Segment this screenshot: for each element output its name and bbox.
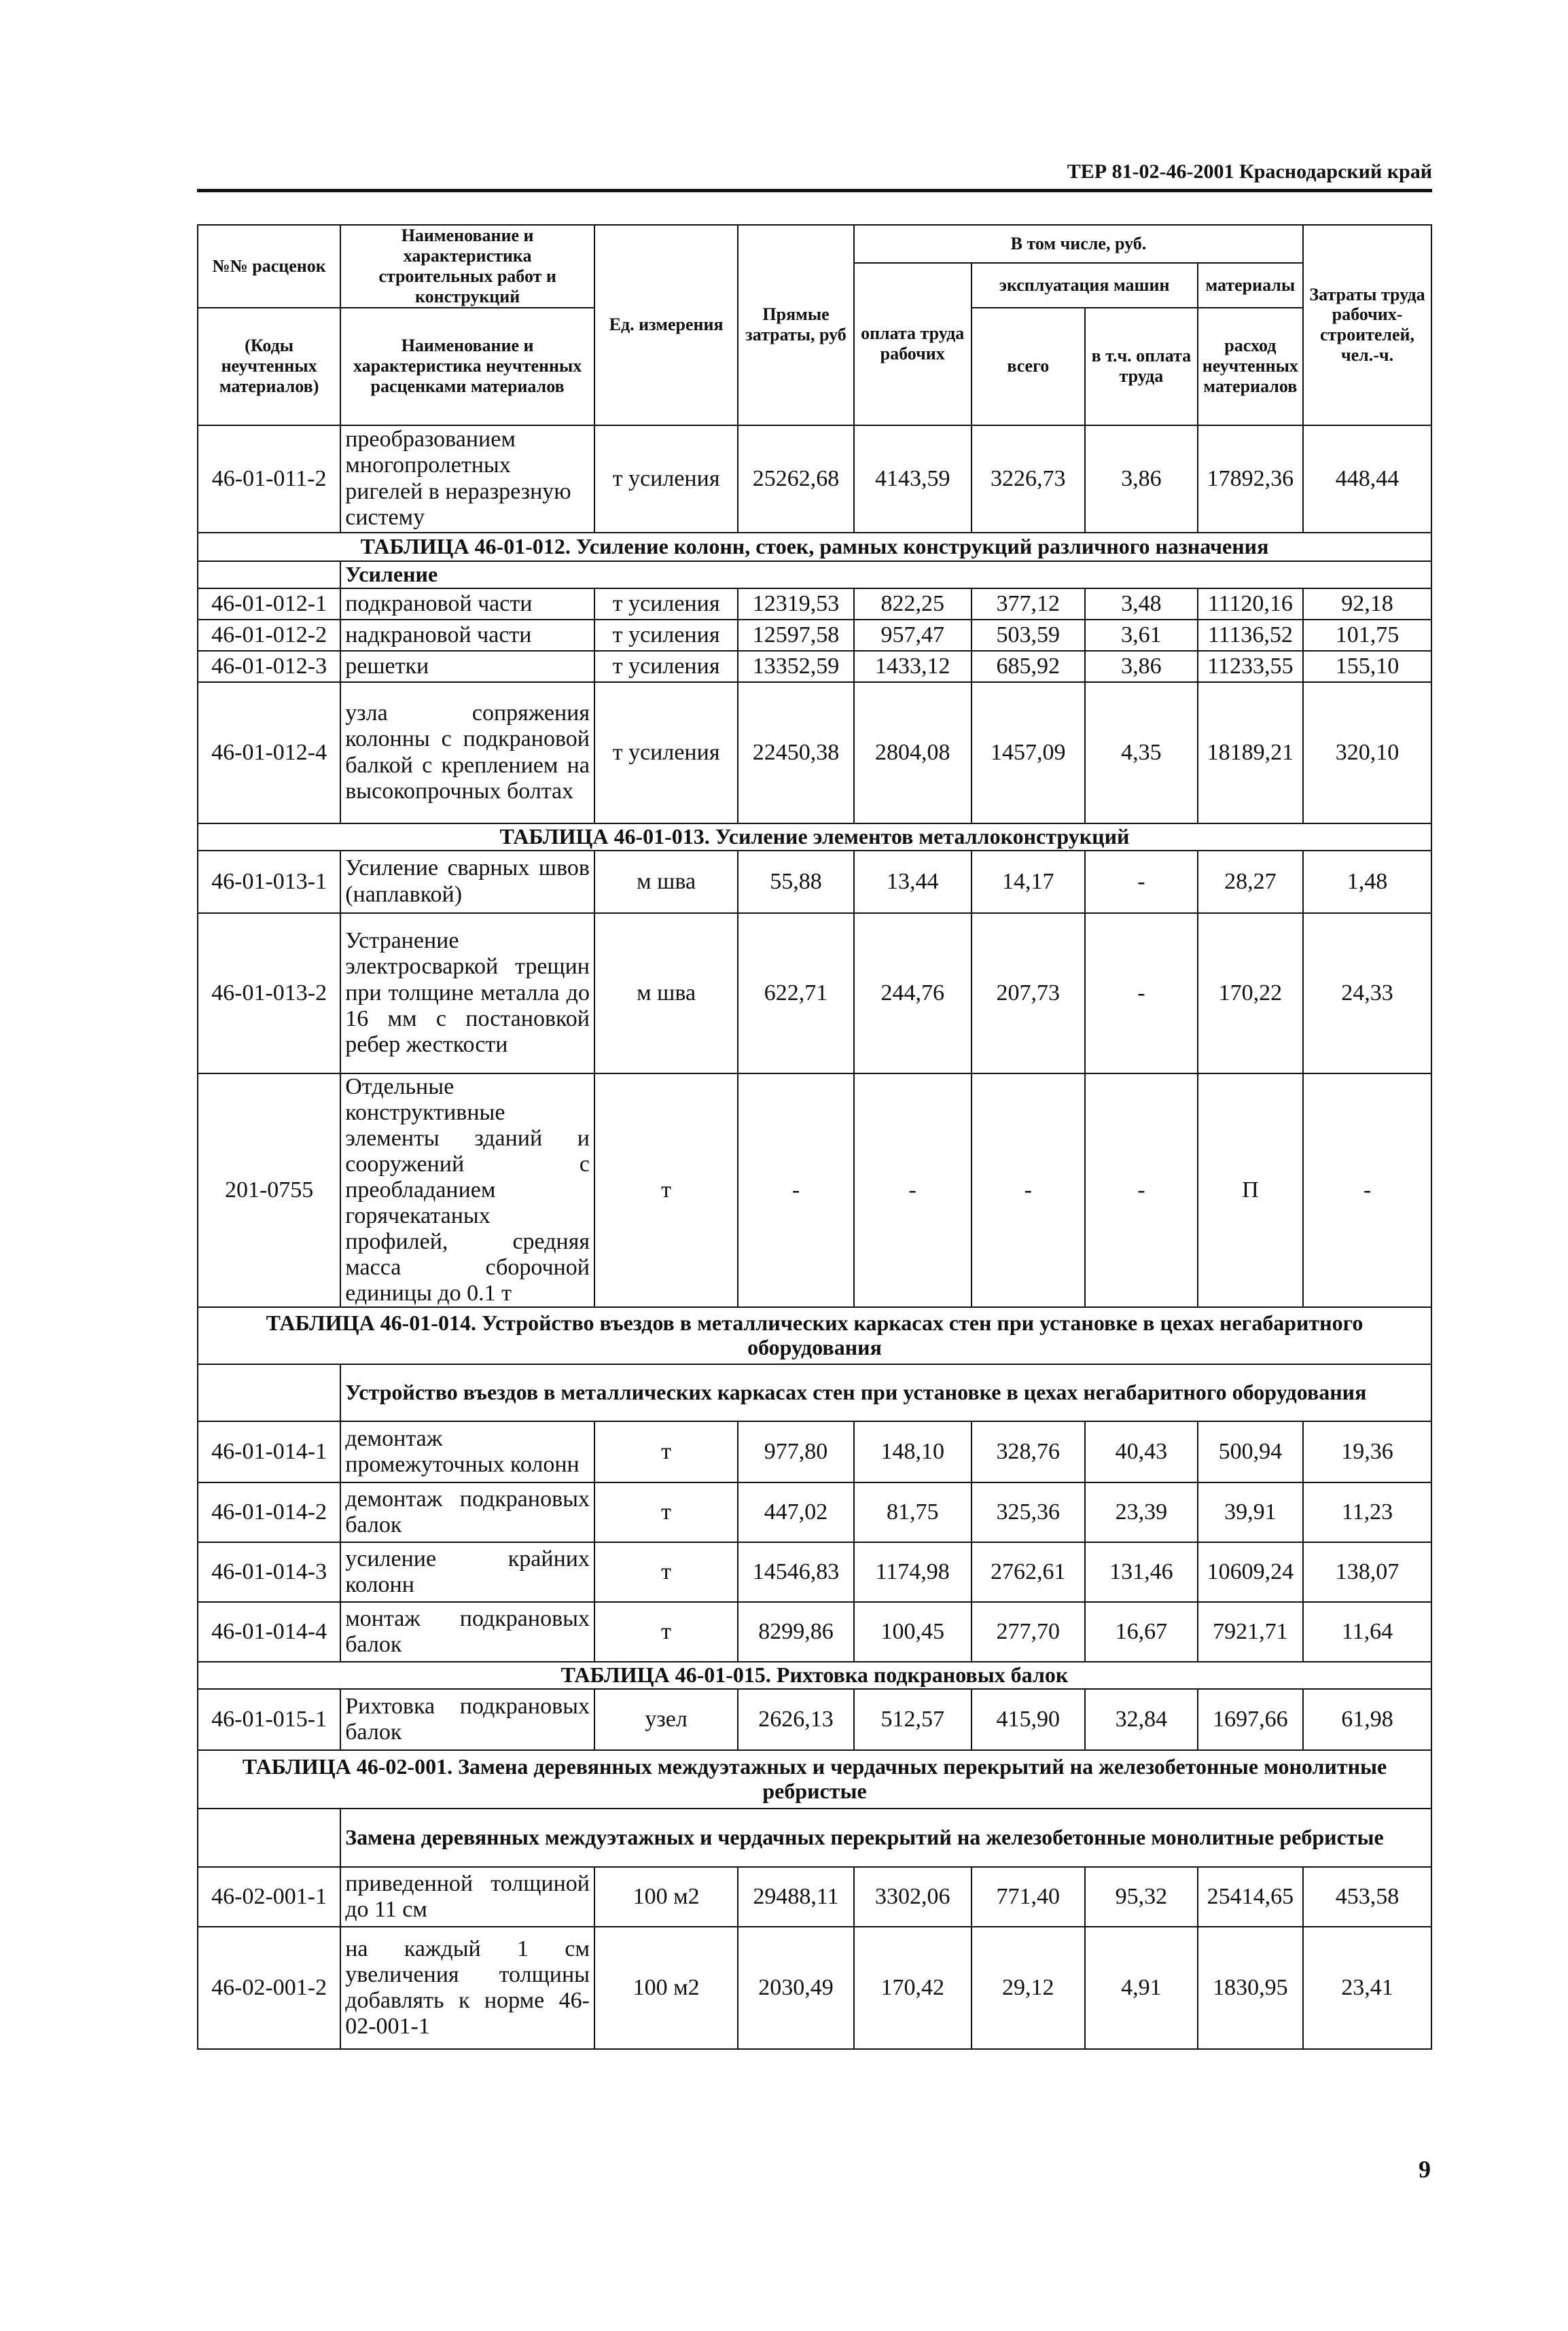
- rate-labor: 320,10: [1303, 682, 1431, 823]
- rate-labor: 1,48: [1303, 851, 1431, 913]
- rate-name: преобразованием многопролетных ригелей в неразрезную систему: [340, 425, 594, 533]
- col-materials-header: материалы: [1198, 263, 1303, 308]
- rate-direct: 12319,53: [738, 588, 854, 620]
- section-title: ТАБЛИЦА 46-01-015. Рихтовка подкрановых балок: [198, 1662, 1431, 1689]
- rate-machine-wages: 95,32: [1085, 1867, 1198, 1927]
- section-title: ТАБЛИЦА 46-01-013. Усиление элементов металлоконструкций: [198, 823, 1431, 851]
- col-mach-total-header: всего: [972, 308, 1086, 425]
- rate-name: приведенной толщиной до 11 см: [340, 1867, 594, 1927]
- rate-wages: 822,25: [854, 588, 972, 620]
- group-title: Усиление: [340, 561, 1431, 588]
- rate-code: 46-01-011-2: [198, 425, 340, 533]
- section-title: ТАБЛИЦА 46-02-001. Замена деревянных междуэтажных и чердачных перекрытий на железобетонные монолитные ребристые: [198, 1750, 1431, 1809]
- rate-machines: 771,40: [972, 1867, 1086, 1927]
- rate-direct: 12597,58: [738, 620, 854, 651]
- table-row: [198, 1927, 1431, 2049]
- rate-wages: 4143,59: [854, 425, 972, 533]
- rate-name: решетки: [340, 651, 594, 682]
- rate-code: 46-02-001-2: [198, 1927, 340, 2049]
- rate-unit: узел: [594, 1689, 738, 1750]
- rate-name: монтаж подкрановых балок: [340, 1602, 594, 1662]
- rate-code: 46-01-014-2: [198, 1482, 340, 1542]
- rate-wages: 1433,12: [854, 651, 972, 682]
- col-mach-wages-header: в т.ч. оплата труда: [1085, 308, 1198, 425]
- rate-code: 46-01-012-2: [198, 620, 340, 651]
- col-wages-header: оплата труда рабочих: [854, 263, 972, 425]
- table-row: [198, 1602, 1431, 1662]
- rate-unit: 100 м2: [594, 1867, 738, 1927]
- rate-name: усиление крайних колонн: [340, 1542, 594, 1602]
- rate-unit: т: [594, 1421, 738, 1482]
- table-row: [198, 620, 1431, 651]
- rate-unit: т усиления: [594, 682, 738, 823]
- rate-code: 46-01-012-4: [198, 682, 340, 823]
- rate-unit: м шва: [594, 851, 738, 913]
- section-row: [198, 1750, 1431, 1809]
- rate-wages: 2804,08: [854, 682, 972, 823]
- rate-wages: 81,75: [854, 1482, 972, 1542]
- rate-code: 46-01-012-3: [198, 651, 340, 682]
- rate-materials: 25414,65: [1198, 1867, 1303, 1927]
- col-labor-header: Затраты труда рабочих-строителей, чел.-ч.: [1303, 225, 1431, 425]
- rate-unit: т усиления: [594, 620, 738, 651]
- rate-direct: 29488,11: [738, 1867, 854, 1927]
- rate-labor: 24,33: [1303, 913, 1431, 1073]
- table-row: [198, 913, 1431, 1073]
- rate-wages: 244,76: [854, 913, 972, 1073]
- rate-materials: 1830,95: [1198, 1927, 1303, 2049]
- rate-materials: 28,27: [1198, 851, 1303, 913]
- col-machines-header: эксплуатация машин: [972, 263, 1198, 308]
- group-title: Устройство въездов в металлических каркасах стен при установке в цехах негабаритного оборудования: [340, 1364, 1431, 1421]
- col-incl-header: В том числе, руб.: [854, 225, 1303, 263]
- rate-wages: 100,45: [854, 1602, 972, 1662]
- rate-labor: 23,41: [1303, 1927, 1431, 2049]
- rate-machines: 415,90: [972, 1689, 1086, 1750]
- rate-machine-wages: -: [1085, 913, 1198, 1073]
- section-row: [198, 533, 1431, 561]
- table-row: [198, 1073, 1431, 1308]
- rate-machines: 29,12: [972, 1927, 1086, 2049]
- rates-table: [197, 224, 1432, 2050]
- table-row: [198, 1689, 1431, 1750]
- rate-direct: 977,80: [738, 1421, 854, 1482]
- col-name-sub-header: Наименование и характеристика неучтенных расценками материалов: [340, 308, 594, 425]
- rate-code: 46-01-013-2: [198, 913, 340, 1073]
- rate-machine-wages: 3,61: [1085, 620, 1198, 651]
- rate-direct: 25262,68: [738, 425, 854, 533]
- table-row: [198, 425, 1431, 533]
- section-title: ТАБЛИЦА 46-01-012. Усиление колонн, стоек, рамных конструкций различного назначения: [198, 533, 1431, 561]
- rate-code: 46-01-014-3: [198, 1542, 340, 1602]
- table-row: [198, 1867, 1431, 1927]
- rate-machines: 1457,09: [972, 682, 1086, 823]
- page-number: 9: [1419, 2156, 1431, 2183]
- rate-machines: 328,76: [972, 1421, 1086, 1482]
- rate-code: 46-01-013-1: [198, 851, 340, 913]
- col-name-header: Наименование и характеристика строительных работ и конструкций: [340, 225, 594, 308]
- rate-labor: 92,18: [1303, 588, 1431, 620]
- rate-machines: 685,92: [972, 651, 1086, 682]
- rate-machine-wages: 3,86: [1085, 425, 1198, 533]
- rate-unit: т: [594, 1602, 738, 1662]
- table-row: [198, 1421, 1431, 1482]
- rate-materials: П: [1198, 1073, 1303, 1308]
- rate-unit: т: [594, 1482, 738, 1542]
- section-title: ТАБЛИЦА 46-01-014. Устройство въездов в металлических каркасах стен при установке в цехах негабаритного оборудования: [198, 1307, 1431, 1364]
- rate-machine-wages: 3,48: [1085, 588, 1198, 620]
- rate-materials: 500,94: [1198, 1421, 1303, 1482]
- header-rule: [197, 189, 1432, 192]
- table-row: [198, 1542, 1431, 1602]
- rate-name: надкрановой части: [340, 620, 594, 651]
- rate-machine-wages: -: [1085, 1073, 1198, 1308]
- rate-materials: 11136,52: [1198, 620, 1303, 651]
- rate-direct: 55,88: [738, 851, 854, 913]
- rate-labor: 11,64: [1303, 1602, 1431, 1662]
- rate-wages: 3302,06: [854, 1867, 972, 1927]
- material-code: 201-0755: [198, 1073, 340, 1308]
- rate-machines: 14,17: [972, 851, 1086, 913]
- table-row: [198, 851, 1431, 913]
- rate-direct: 2626,13: [738, 1689, 854, 1750]
- rate-machines: 2762,61: [972, 1542, 1086, 1602]
- rate-wages: 1174,98: [854, 1542, 972, 1602]
- rate-labor: -: [1303, 1073, 1431, 1308]
- table-row: [198, 588, 1431, 620]
- rate-wages: 512,57: [854, 1689, 972, 1750]
- rate-materials: 11120,16: [1198, 588, 1303, 620]
- rate-labor: 101,75: [1303, 620, 1431, 651]
- rate-direct: 22450,38: [738, 682, 854, 823]
- rate-materials: 1697,66: [1198, 1689, 1303, 1750]
- rate-wages: 170,42: [854, 1927, 972, 2049]
- rate-materials: 7921,71: [1198, 1602, 1303, 1662]
- rate-direct: 14546,83: [738, 1542, 854, 1602]
- group-row: [198, 561, 1431, 588]
- rate-materials: 18189,21: [1198, 682, 1303, 823]
- rate-unit: т усиления: [594, 651, 738, 682]
- rate-unit: 100 м2: [594, 1927, 738, 2049]
- material-name: Отдельные конструктивные элементы зданий и сооружений с преобладанием горячекатаных профилей, средняя масса сборочной единицы до 0.1 т: [340, 1073, 594, 1308]
- rate-machine-wages: 23,39: [1085, 1482, 1198, 1542]
- rate-wages: 13,44: [854, 851, 972, 913]
- rate-unit: т: [594, 1542, 738, 1602]
- rate-machines: 277,70: [972, 1602, 1086, 1662]
- rate-code: 46-01-014-1: [198, 1421, 340, 1482]
- rate-code: 46-01-014-4: [198, 1602, 340, 1662]
- rate-labor: 448,44: [1303, 425, 1431, 533]
- rate-name: на каждый 1 см увеличения толщины добавлять к норме 46-02-001-1: [340, 1927, 594, 2049]
- col-materials-sub-header: расход неучтенных материалов: [1198, 308, 1303, 425]
- rate-name: Рихтовка подкрановых балок: [340, 1689, 594, 1750]
- col-unit-header: Ед. измерения: [594, 225, 738, 425]
- rate-machine-wages: 3,86: [1085, 651, 1198, 682]
- rate-direct: 13352,59: [738, 651, 854, 682]
- rate-code: 46-01-015-1: [198, 1689, 340, 1750]
- rate-machine-wages: 4,35: [1085, 682, 1198, 823]
- rate-unit: т: [594, 1073, 738, 1308]
- rate-labor: 138,07: [1303, 1542, 1431, 1602]
- document-header: ТЕР 81-02-46-2001 Краснодарский край: [1067, 160, 1432, 183]
- rate-materials: 39,91: [1198, 1482, 1303, 1542]
- rate-direct: 2030,49: [738, 1927, 854, 2049]
- rate-wages: -: [854, 1073, 972, 1308]
- col-code-header: №№ расценок: [198, 225, 340, 308]
- rate-labor: 11,23: [1303, 1482, 1431, 1542]
- rate-materials: 170,22: [1198, 913, 1303, 1073]
- rate-machines: -: [972, 1073, 1086, 1308]
- rate-unit: м шва: [594, 913, 738, 1073]
- rate-machine-wages: 32,84: [1085, 1689, 1198, 1750]
- rate-machines: 3226,73: [972, 425, 1086, 533]
- table-row: [198, 651, 1431, 682]
- rate-wages: 148,10: [854, 1421, 972, 1482]
- rate-labor: 19,36: [1303, 1421, 1431, 1482]
- rate-direct: 8299,86: [738, 1602, 854, 1662]
- rate-machines: 207,73: [972, 913, 1086, 1073]
- rate-name: Устранение электросваркой трещин при толщине металла до 16 мм с постановкой ребер жесткости: [340, 913, 594, 1073]
- rate-labor: 61,98: [1303, 1689, 1431, 1750]
- rate-materials: 17892,36: [1198, 425, 1303, 533]
- rate-name: узла сопряжения колонны с подкрановой балкой с креплением на высокопрочных болтах: [340, 682, 594, 823]
- table-row: [198, 1482, 1431, 1542]
- col-direct-header: Прямые затраты, руб: [738, 225, 854, 425]
- section-row: [198, 1662, 1431, 1689]
- rate-direct: 447,02: [738, 1482, 854, 1542]
- rate-machine-wages: 40,43: [1085, 1421, 1198, 1482]
- rate-unit: т усиления: [594, 425, 738, 533]
- rate-labor: 155,10: [1303, 651, 1431, 682]
- rate-materials: 11233,55: [1198, 651, 1303, 682]
- rate-machines: 325,36: [972, 1482, 1086, 1542]
- rate-machines: 503,59: [972, 620, 1086, 651]
- group-row: [198, 1364, 1431, 1421]
- section-row: [198, 1307, 1431, 1364]
- section-row: [198, 823, 1431, 851]
- rate-direct: 622,71: [738, 913, 854, 1073]
- rate-name: демонтаж подкрановых балок: [340, 1482, 594, 1542]
- rate-machine-wages: 16,67: [1085, 1602, 1198, 1662]
- rate-machine-wages: -: [1085, 851, 1198, 913]
- rate-unit: т усиления: [594, 588, 738, 620]
- rate-code: 46-01-012-1: [198, 588, 340, 620]
- rate-machine-wages: 131,46: [1085, 1542, 1198, 1602]
- rate-labor: 453,58: [1303, 1867, 1431, 1927]
- rate-direct: -: [738, 1073, 854, 1308]
- rate-code: 46-02-001-1: [198, 1867, 340, 1927]
- rate-name: подкрановой части: [340, 588, 594, 620]
- group-title: Замена деревянных междуэтажных и чердачных перекрытий на железобетонные монолитные ребристые: [340, 1809, 1431, 1867]
- rate-name: демонтаж промежуточных колонн: [340, 1421, 594, 1482]
- col-code-sub-header: (Коды неучтенных материалов): [198, 308, 340, 425]
- group-row: [198, 1809, 1431, 1867]
- rate-name: Усиление сварных швов (наплавкой): [340, 851, 594, 913]
- rate-machines: 377,12: [972, 588, 1086, 620]
- rate-materials: 10609,24: [1198, 1542, 1303, 1602]
- rate-wages: 957,47: [854, 620, 972, 651]
- table-row: [198, 682, 1431, 823]
- rate-machine-wages: 4,91: [1085, 1927, 1198, 2049]
